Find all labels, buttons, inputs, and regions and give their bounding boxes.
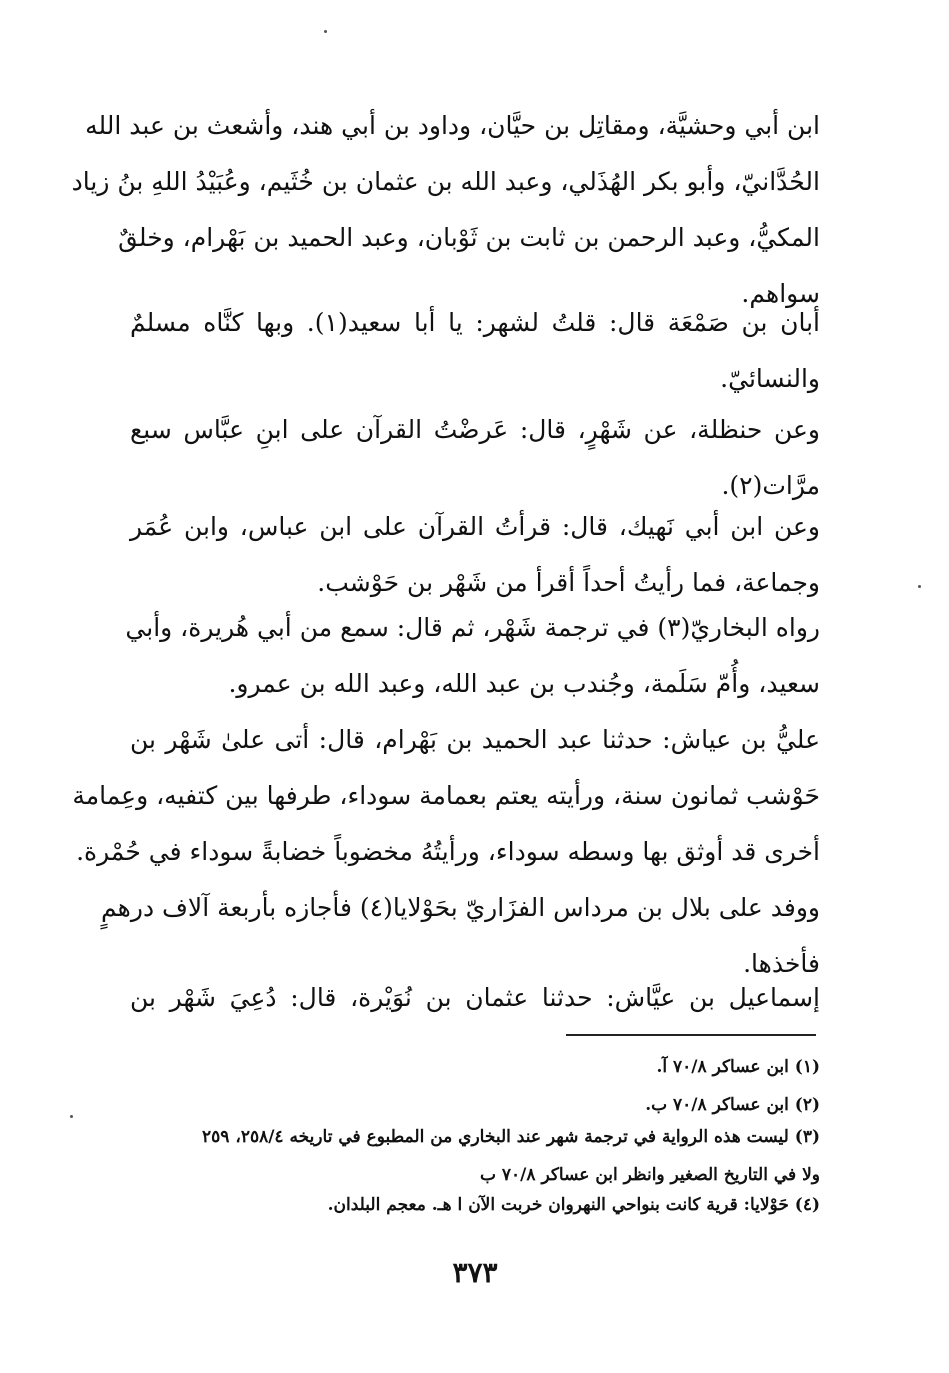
text-line: والنسائيّ. [720,364,820,393]
text-line: مرَّات(٢). [721,471,820,500]
paragraph [130,970,820,1026]
text-line: وعن ابن أبي نَهيك، قال: قرأتُ القرآن على ابن عباس، وابن عُمَر [130,512,820,541]
text-line: إسماعيل بن عيَّاش: حدثنا عثمان بن نُوَيْرة، قال: دُعِيَ شَهْر بن [130,983,820,1012]
paragraph [130,402,820,514]
footnote-line: (٤) حَوْلايا: قرية كانت بنواحي النهروان خربت الآن ا هـ. معجم البلدان. [327,1195,820,1215]
scan-speck [918,585,921,588]
text-line: حَوْشب ثمانون سنة، ورأيته يعتم بعمامة سوداء، طرفها بين كتفيه، وعِمامة [72,781,820,810]
footnote-line: (٣) ليست هذه الرواية في ترجمة شهر عند البخاري من المطبوع في تاريخه ٢٥٨/٤، ٢٥٩ [202,1127,820,1147]
paragraph [71,98,820,322]
text-line: الحُدَّانيّ، وأبو بكر الهُذَلي، وعبد الله بن عثمان بن خُثَيم، وعُبَيْدُ اللهِ بنُ زياد [71,167,820,196]
text-line: رواه البخاريّ(٣) في ترجمة شَهْر، ثم قال: سمع من أبي هُريرة، وأبي [125,613,820,642]
text-line: المكيُّ، وعبد الرحمن بن ثابت بن ثَوْبان، وعبد الحميد بن بَهْرام، وخلقٌ [118,223,820,252]
text-line: أخرى قد أوثق بها وسطه سوداء، ورأيتُهُ مخضوباً خضابةً سوداء في حُمْرة. [76,837,820,866]
scan-speck [324,30,327,33]
text-line: عليُّ بن عياش: حدثنا عبد الحميد بن بَهْرام، قال: أتى علىٰ شَهْر بن [130,725,820,754]
footnote-line: (٢) ابن عساكر ٧٠/٨ ب. [645,1095,820,1115]
text-line: سواهم. [741,279,820,308]
text-line: وعن حنظلة، عن شَهْرٍ، قال: عَرضْتُ القرآن على ابنِ عبَّاس سبع [130,415,820,444]
footnote-line: ولا في التاريخ الصغير وانظر ابن عساكر ٧٠/٨ ب [479,1165,820,1185]
footnote [140,1190,820,1220]
text-line: سعيد، وأُمّ سَلَمة، وجُندب بن عبد الله، وعبد الله بن عمرو. [228,669,820,698]
page-number: ٣٧٣ [452,1256,498,1289]
text-line: ووفد على بلال بن مرداس الفزَاريّ بحَوْلايا(٤) فأجازه بأربعة آلاف درهمٍ [101,893,820,922]
footnote-separator [566,1034,816,1036]
text-line: فأخذها. [743,949,820,978]
footnote [140,1052,820,1082]
scan-speck [70,1115,73,1118]
footnote-line: (١) ابن عساكر ٧٠/٨ آ. [656,1057,820,1077]
text-line: أبان بن صَمْعَة قال: قلتُ لشهر: يا أبا سعيد(١). وبها كنَّاه مسلمٌ [130,308,821,337]
footnote [140,1090,820,1120]
paragraph [72,712,820,992]
paragraph [130,295,820,407]
footnote [140,1122,820,1190]
paragraph [125,600,820,712]
text-line: ابن أبي وحشيَّة، ومقاتِل بن حيَّان، وداود بن أبي هند، وأشعث بن عبد الله [85,111,820,140]
text-line: وجماعة، فما رأيتُ أحداً أقرأ من شَهْر بن حَوْشب. [317,568,820,597]
paragraph [130,499,820,611]
